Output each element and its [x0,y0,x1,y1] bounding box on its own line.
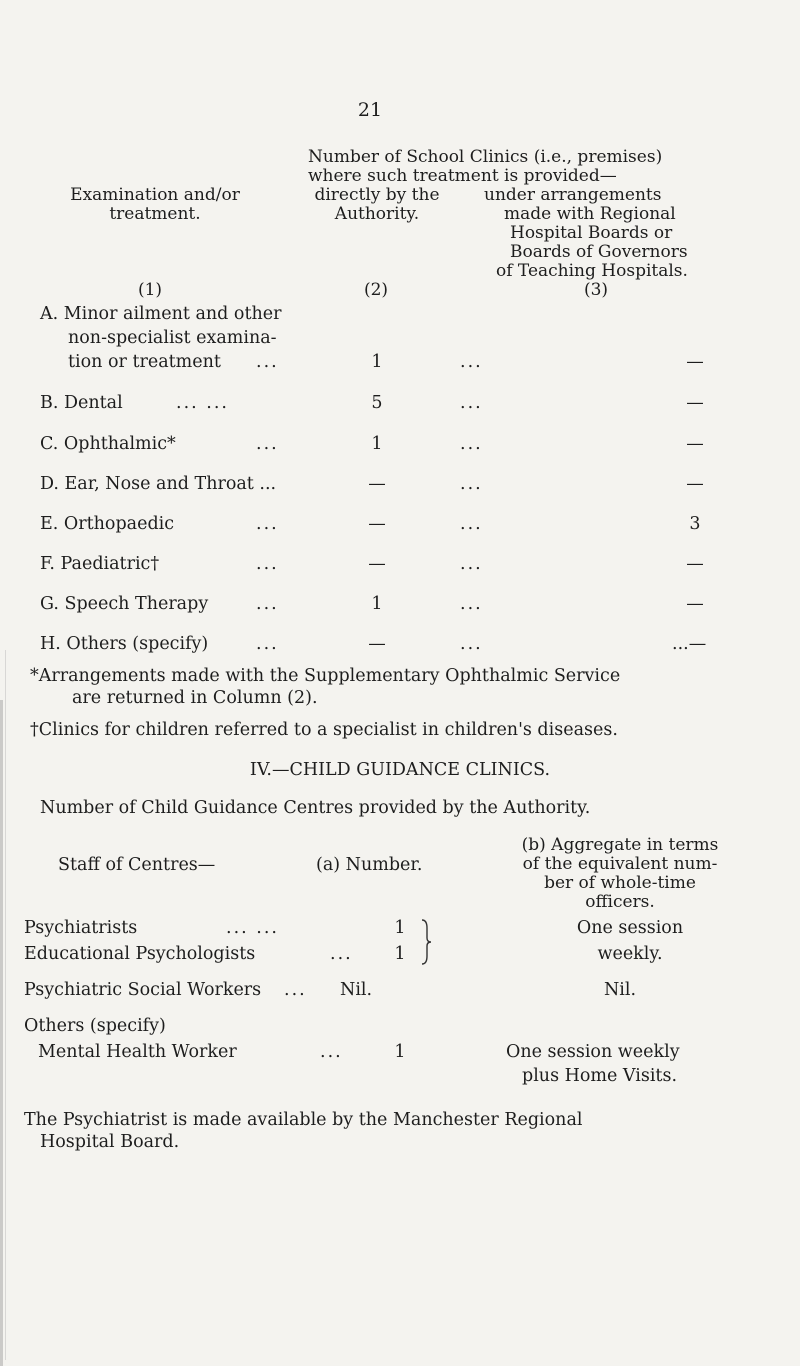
aggregate-header-line3: ber of whole-time [544,873,696,893]
row-e-dots1: ... [256,514,279,534]
page-number: 21 [357,99,383,121]
row-h-dots2: ... [460,634,483,654]
row-g-col3: — [686,594,704,614]
row-f-dots2: ... [460,554,483,574]
row-c-col3: — [686,434,704,454]
staff-row-mental-health-worker: Mental Health Worker [38,1042,237,1062]
row-c-col2: 1 [371,434,383,454]
staff-row-mental-health-worker-aggregate-line1: One session weekly [506,1042,680,1062]
row-c-label: C. Ophthalmic* [40,434,176,454]
staff-row-psychiatric-social-workers-aggregate: Nil. [603,980,637,1000]
col3-header-line5: of Teaching Hospitals. [496,261,688,281]
row-f-dots1: ... [256,554,279,574]
staff-row-educational-psychologists-dots: ... [330,944,353,964]
staff-row-educational-psychologists: Educational Psychologists [24,944,256,964]
row-e-col3: 3 [689,514,701,534]
row-d-dots2: ... [460,474,483,494]
row-a-label-line1: A. Minor ailment and other [40,304,282,324]
table1-header-top-line1: Number of School Clinics (i.e., premises) [308,147,663,167]
row-a-dots1: ... [256,352,279,372]
row-d-col3: — [686,474,704,494]
col3-header-line4: Boards of Governors [510,242,688,262]
row-f-label: F. Paediatric† [40,554,160,574]
staff-row-mental-health-worker-aggregate-line2: plus Home Visits. [522,1066,678,1086]
staff-row-educational-psychologists-number: 1 [394,944,406,964]
number-header: (a) Number. [316,855,423,875]
col1-header-line2: treatment. [109,204,201,224]
row-b-dots2: ... [460,393,483,413]
staff-row-psychiatrists: Psychiatrists [24,918,138,938]
col2-header-line2: Authority. [334,204,420,224]
col3-header-line2: made with Regional [504,204,676,224]
col2-header-line1: directly by the [314,185,440,205]
staff-row-psychiatric-social-workers-number: Nil. [340,980,373,1000]
row-c-dots1: ... [256,434,279,454]
row-f-col3: — [686,554,704,574]
shared-aggregate-line1: One session [576,918,684,938]
row-a-label-line3: tion or treatment [68,352,221,372]
footnote-star-line2: are returned in Column (2). [72,688,318,708]
aggregate-header-line2: of the equivalent num- [522,854,718,874]
brace-icon [419,918,433,966]
row-c-dots2: ... [460,434,483,454]
row-b-col3: — [686,393,704,413]
row-e-col2: — [368,514,386,534]
row-d-label: D. Ear, Nose and Throat ... [40,474,277,494]
row-g-label: G. Speech Therapy [40,594,209,614]
staff-header: Staff of Centres— [58,855,216,875]
row-b-dots1: ... ... [176,393,229,413]
footnote-dagger: †Clinics for children referred to a specialist in children's diseases. [30,720,618,740]
staff-row-psychiatrists-dots: ... ... [226,918,279,938]
staff-row-psychiatric-social-workers: Psychiatric Social Workers [24,980,262,1000]
staff-row-psychiatric-social-workers-dots: ... [284,980,307,1000]
row-e-label: E. Orthopaedic [40,514,175,534]
row-b-col2: 5 [371,393,383,413]
row-a-label-line2: non-specialist examina- [68,328,277,348]
row-h-dots1: ... [256,634,279,654]
table1-header-top-line2: where such treatment is provided— [308,166,617,186]
col3-number: (3) [583,280,609,300]
row-b-label: B. Dental [40,393,123,413]
page-edge-shadow [0,700,3,1366]
aggregate-header-line4: officers. [585,892,655,912]
row-a-col3: — [686,352,704,372]
footnote-star-line1: *Arrangements made with the Supplementary Ophthalmic Service [30,666,621,686]
row-h-col3: ...— [672,634,707,654]
staff-row-others: Others (specify) [24,1016,166,1036]
row-h-label: H. Others (specify) [40,634,209,654]
col3-header-line1: under arrangements [484,185,662,205]
shared-aggregate-line2: weekly. [597,944,663,964]
staff-row-psychiatrists-number: 1 [394,918,406,938]
row-e-dots2: ... [460,514,483,534]
staff-row-mental-health-worker-number: 1 [394,1042,406,1062]
row-g-dots2: ... [460,594,483,614]
row-a-col2: 1 [371,352,383,372]
section-intro: Number of Child Guidance Centres provided by the Authority. [40,798,591,818]
closing-line2: Hospital Board. [40,1132,180,1152]
section-heading: IV.—CHILD GUIDANCE CLINICS. [249,760,551,780]
row-d-col2: — [368,474,386,494]
page-edge-line [5,650,6,1360]
col2-number: (2) [363,280,389,300]
staff-row-mental-health-worker-dots: ... [320,1042,343,1062]
col1-number: (1) [137,280,163,300]
row-g-col2: 1 [371,594,383,614]
col1-header-line1: Examination and/or [70,185,240,205]
row-a-dots2: ... [460,352,483,372]
row-f-col2: — [368,554,386,574]
row-h-col2: — [368,634,386,654]
closing-line1: The Psychiatrist is made available by the Manchester Regional [24,1110,583,1130]
aggregate-header-line1: (b) Aggregate in terms [521,835,719,855]
row-g-dots1: ... [256,594,279,614]
col3-header-line3: Hospital Boards or [510,223,673,243]
